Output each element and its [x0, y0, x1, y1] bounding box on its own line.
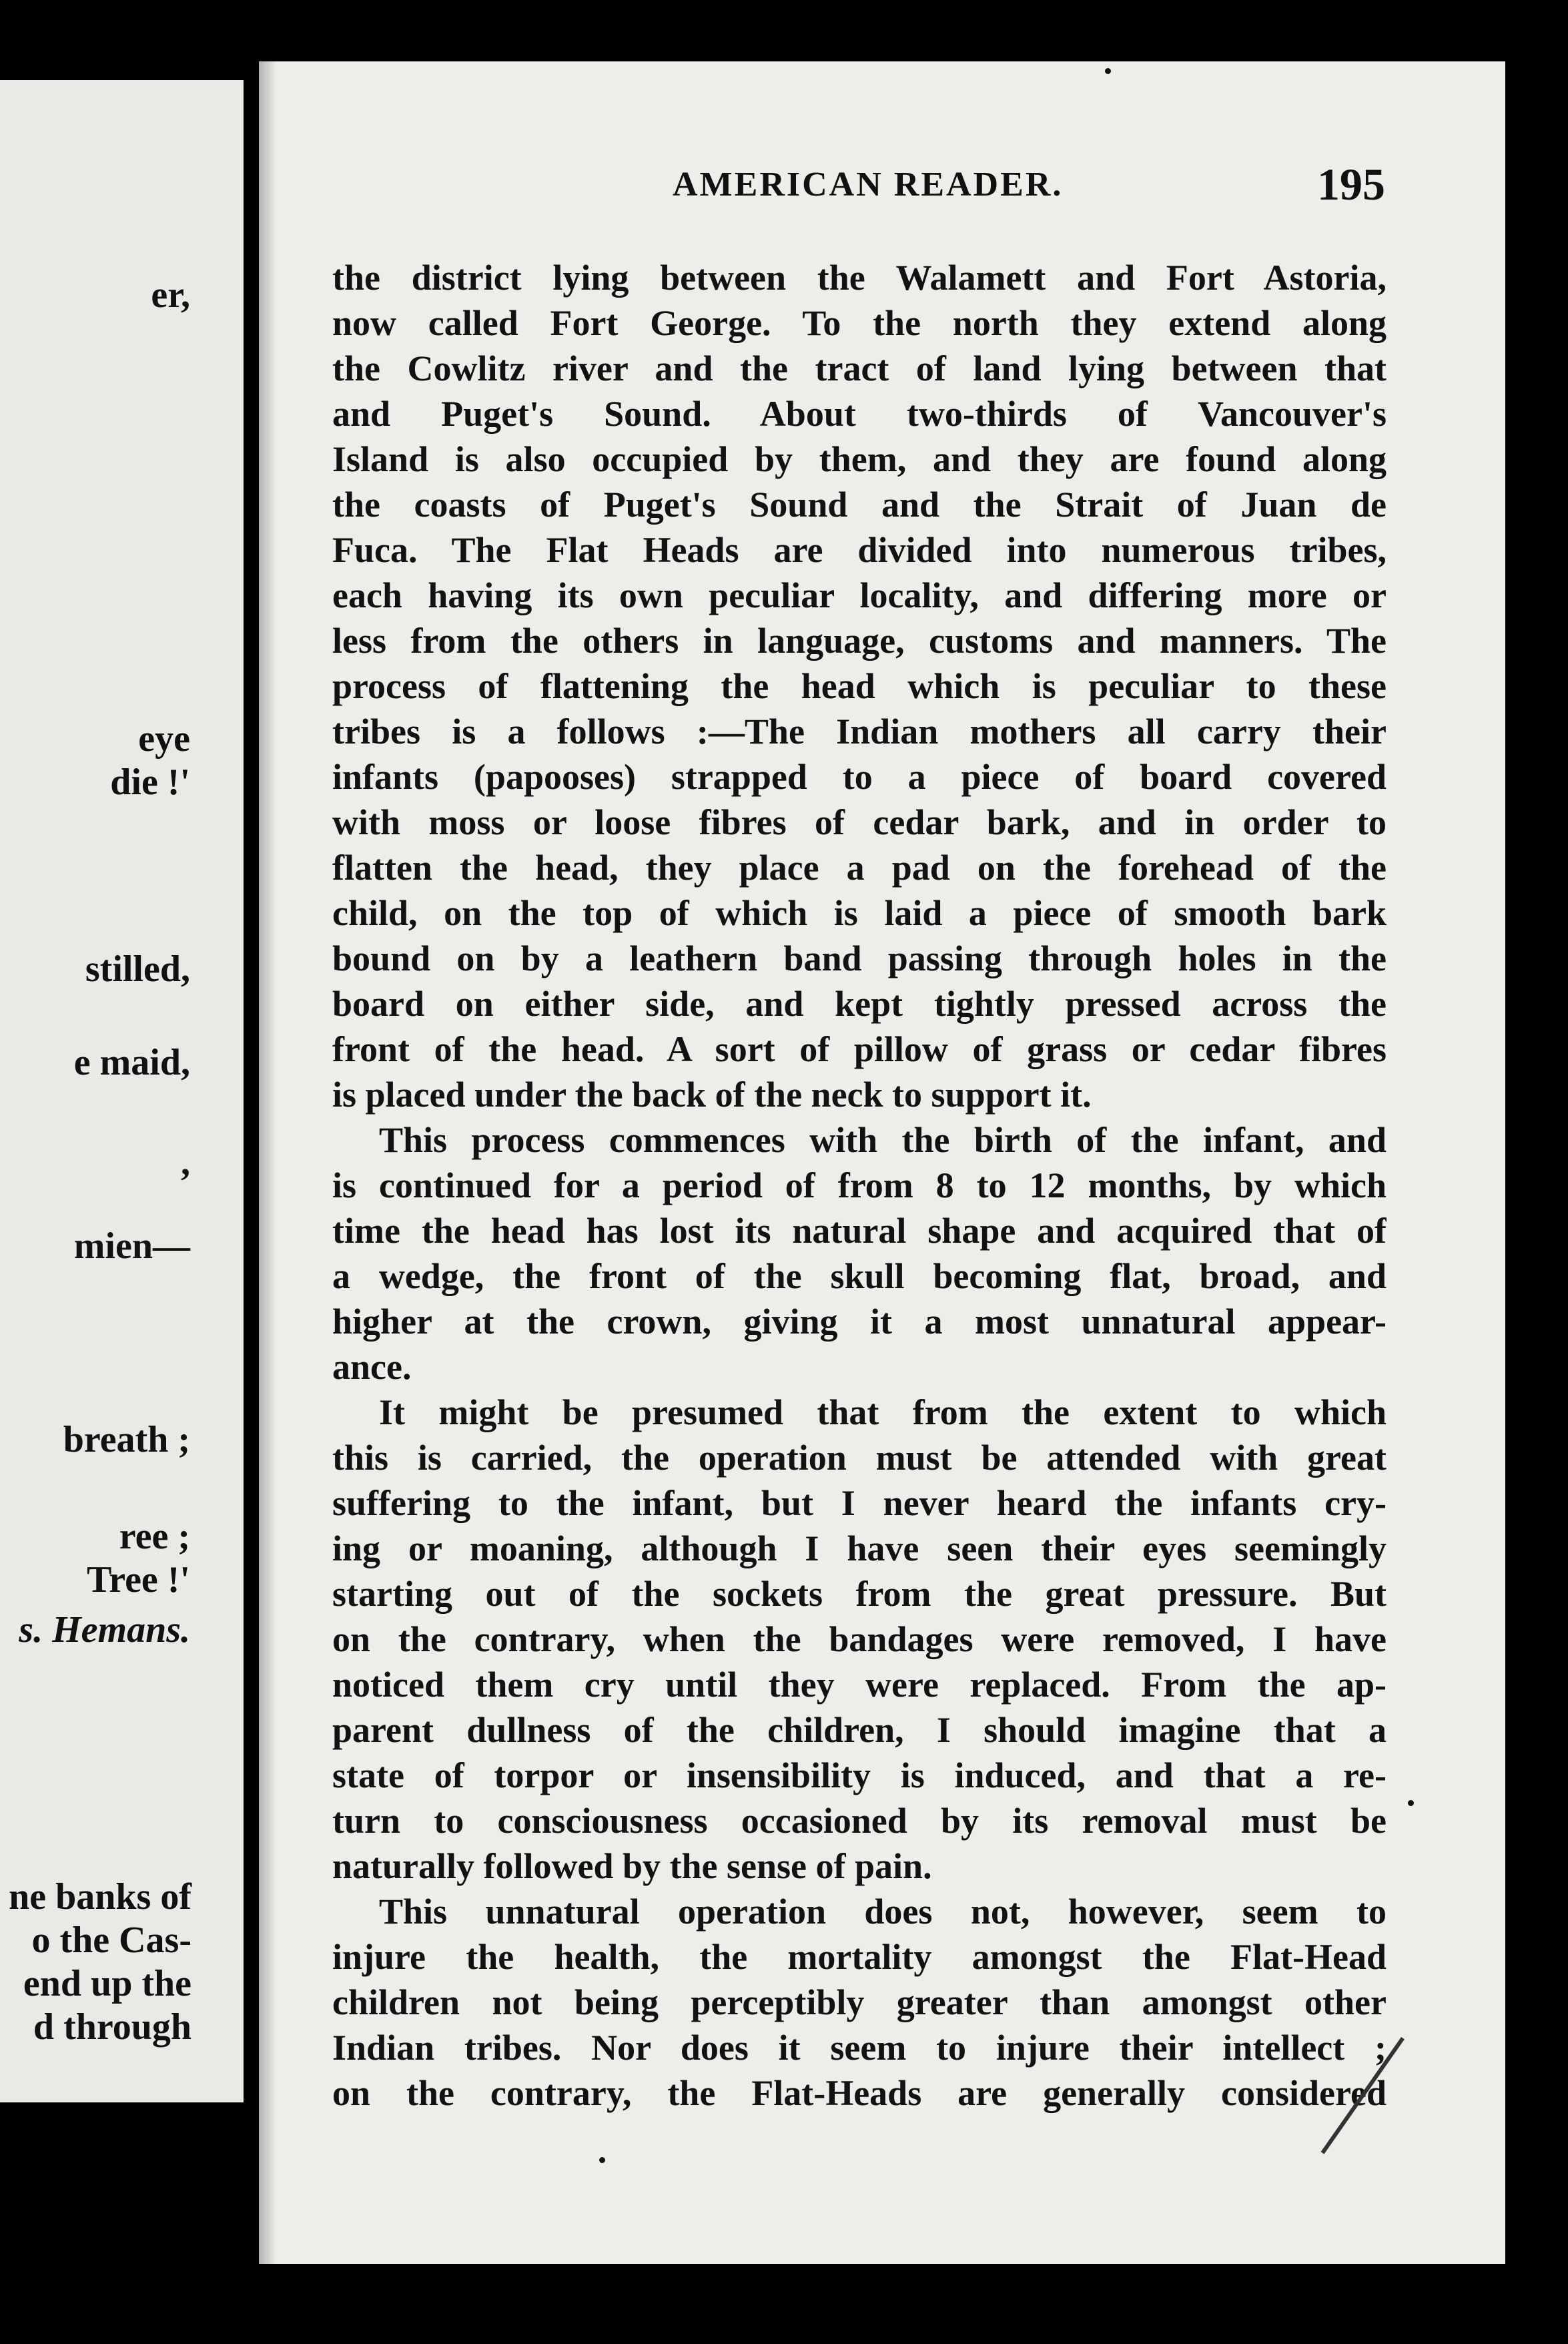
text-line: Fuca. The Flat Heads are divided into numerous tribes,: [332, 530, 1387, 570]
left-fragment: er,: [151, 274, 190, 316]
left-fragment: end up the: [23, 1963, 191, 2004]
text-line: infants (papooses) strapped to a piece of board covered: [332, 757, 1387, 797]
running-head: AMERICAN READER.: [673, 166, 1064, 204]
text-line: is continued for a period of from 8 to 12 months, by which: [332, 1165, 1387, 1205]
left-fragment: Tree !': [87, 1559, 190, 1600]
text-line: flatten the head, they place a pad on the forehead of the: [332, 848, 1387, 888]
left-fragment: mien—: [73, 1225, 190, 1267]
text-line: ance.: [332, 1347, 412, 1387]
text-line: noticed them cry until they were replaced. From the ap-: [332, 1665, 1387, 1705]
left-fragment: breath ;: [63, 1419, 190, 1460]
text-line: the coasts of Puget's Sound and the Strait of Juan de: [332, 485, 1387, 525]
text-line: injure the health, the mortality amongst the Flat-Head: [332, 1937, 1387, 1977]
left-fragment: e maid,: [73, 1042, 190, 1083]
page-number: 195: [1317, 159, 1385, 210]
text-line: the district lying between the Walamett and Fort Astoria,: [332, 258, 1387, 298]
main-page: [259, 61, 1505, 2264]
text-line: a wedge, the front of the skull becoming flat, broad, and: [332, 1256, 1387, 1296]
text-line: process of flattening the head which is peculiar to these: [332, 666, 1387, 706]
scan-speck: [1105, 68, 1111, 74]
text-line: tribes is a follows :—The Indian mothers all carry their: [332, 711, 1387, 752]
left-fragment: o the Cas-: [31, 1920, 191, 1961]
text-line: children not being perceptibly greater than amongst other: [332, 1982, 1387, 2022]
text-line: higher at the crown, giving it a most unnatural appear-: [332, 1301, 1387, 1342]
body-text: [332, 255, 1387, 2116]
text-line: naturally followed by the sense of pain.: [332, 1846, 932, 1886]
text-line: Indian tribes. Nor does it seem to injure their intellect ;: [332, 2028, 1387, 2068]
paragraph-start-line: This process commences with the birth of the infant, and: [379, 1120, 1387, 1160]
text-line: parent dullness of the children, I should imagine that a: [332, 1710, 1387, 1750]
text-line: starting out of the sockets from the great pressure. But: [332, 1574, 1387, 1614]
scan-speck: [1408, 1800, 1414, 1806]
text-line: with moss or loose fibres of cedar bark, and in order to: [332, 802, 1387, 842]
text-line: Island is also occupied by them, and they are found along: [332, 439, 1387, 479]
text-line: state of torpor or insensibility is induced, and that a re-: [332, 1755, 1387, 1795]
left-fragment: ,: [181, 1142, 190, 1183]
left-fragment: stilled,: [85, 948, 190, 990]
text-line: on the contrary, when the bandages were removed, I have: [332, 1619, 1387, 1659]
text-line: and Puget's Sound. About two-thirds of Vancouver's: [332, 394, 1387, 434]
text-line: ing or moaning, although I have seen their eyes seemingly: [332, 1528, 1387, 1568]
text-line: less from the others in language, customs and manners. The: [332, 621, 1387, 661]
text-line: on the contrary, the Flat-Heads are generally considered: [332, 2073, 1387, 2113]
text-line: time the head has lost its natural shape and acquired that of: [332, 1211, 1387, 1251]
text-line: is placed under the back of the neck to support it.: [332, 1075, 1092, 1115]
text-line: the Cowlitz river and the tract of land lying between that: [332, 348, 1387, 388]
text-line: child, on the top of which is laid a piece of smooth bark: [332, 893, 1387, 933]
paragraph-start-line: This unnatural operation does not, however, seem to: [379, 1891, 1387, 1932]
left-fragment: eye: [138, 718, 190, 760]
left-fragment-attribution: s. Hemans.: [19, 1609, 190, 1651]
left-fragment: ree ;: [119, 1516, 190, 1557]
left-fragment: d through: [33, 2006, 191, 2048]
text-line: this is carried, the operation must be attended with great: [332, 1438, 1387, 1478]
text-line: suffering to the infant, but I never heard the infants cry-: [332, 1483, 1387, 1523]
left-fragment: ne banks of: [9, 1876, 191, 1918]
scan-speck: [599, 2157, 605, 2163]
left-fragment: die !': [110, 762, 190, 803]
paragraph-start-line: It might be presumed that from the extent to which: [379, 1392, 1387, 1432]
text-line: bound on by a leathern band passing through holes in the: [332, 938, 1387, 978]
text-line: front of the head. A sort of pillow of grass or cedar fibres: [332, 1029, 1387, 1069]
left-facing-page: [0, 80, 244, 2102]
text-line: board on either side, and kept tightly pressed across the: [332, 984, 1387, 1024]
gutter-shadow: [259, 61, 276, 2264]
text-line: each having its own peculiar locality, and differing more or: [332, 575, 1387, 615]
text-line: now called Fort George. To the north they extend along: [332, 303, 1387, 343]
text-line: turn to consciousness occasioned by its removal must be: [332, 1801, 1387, 1841]
